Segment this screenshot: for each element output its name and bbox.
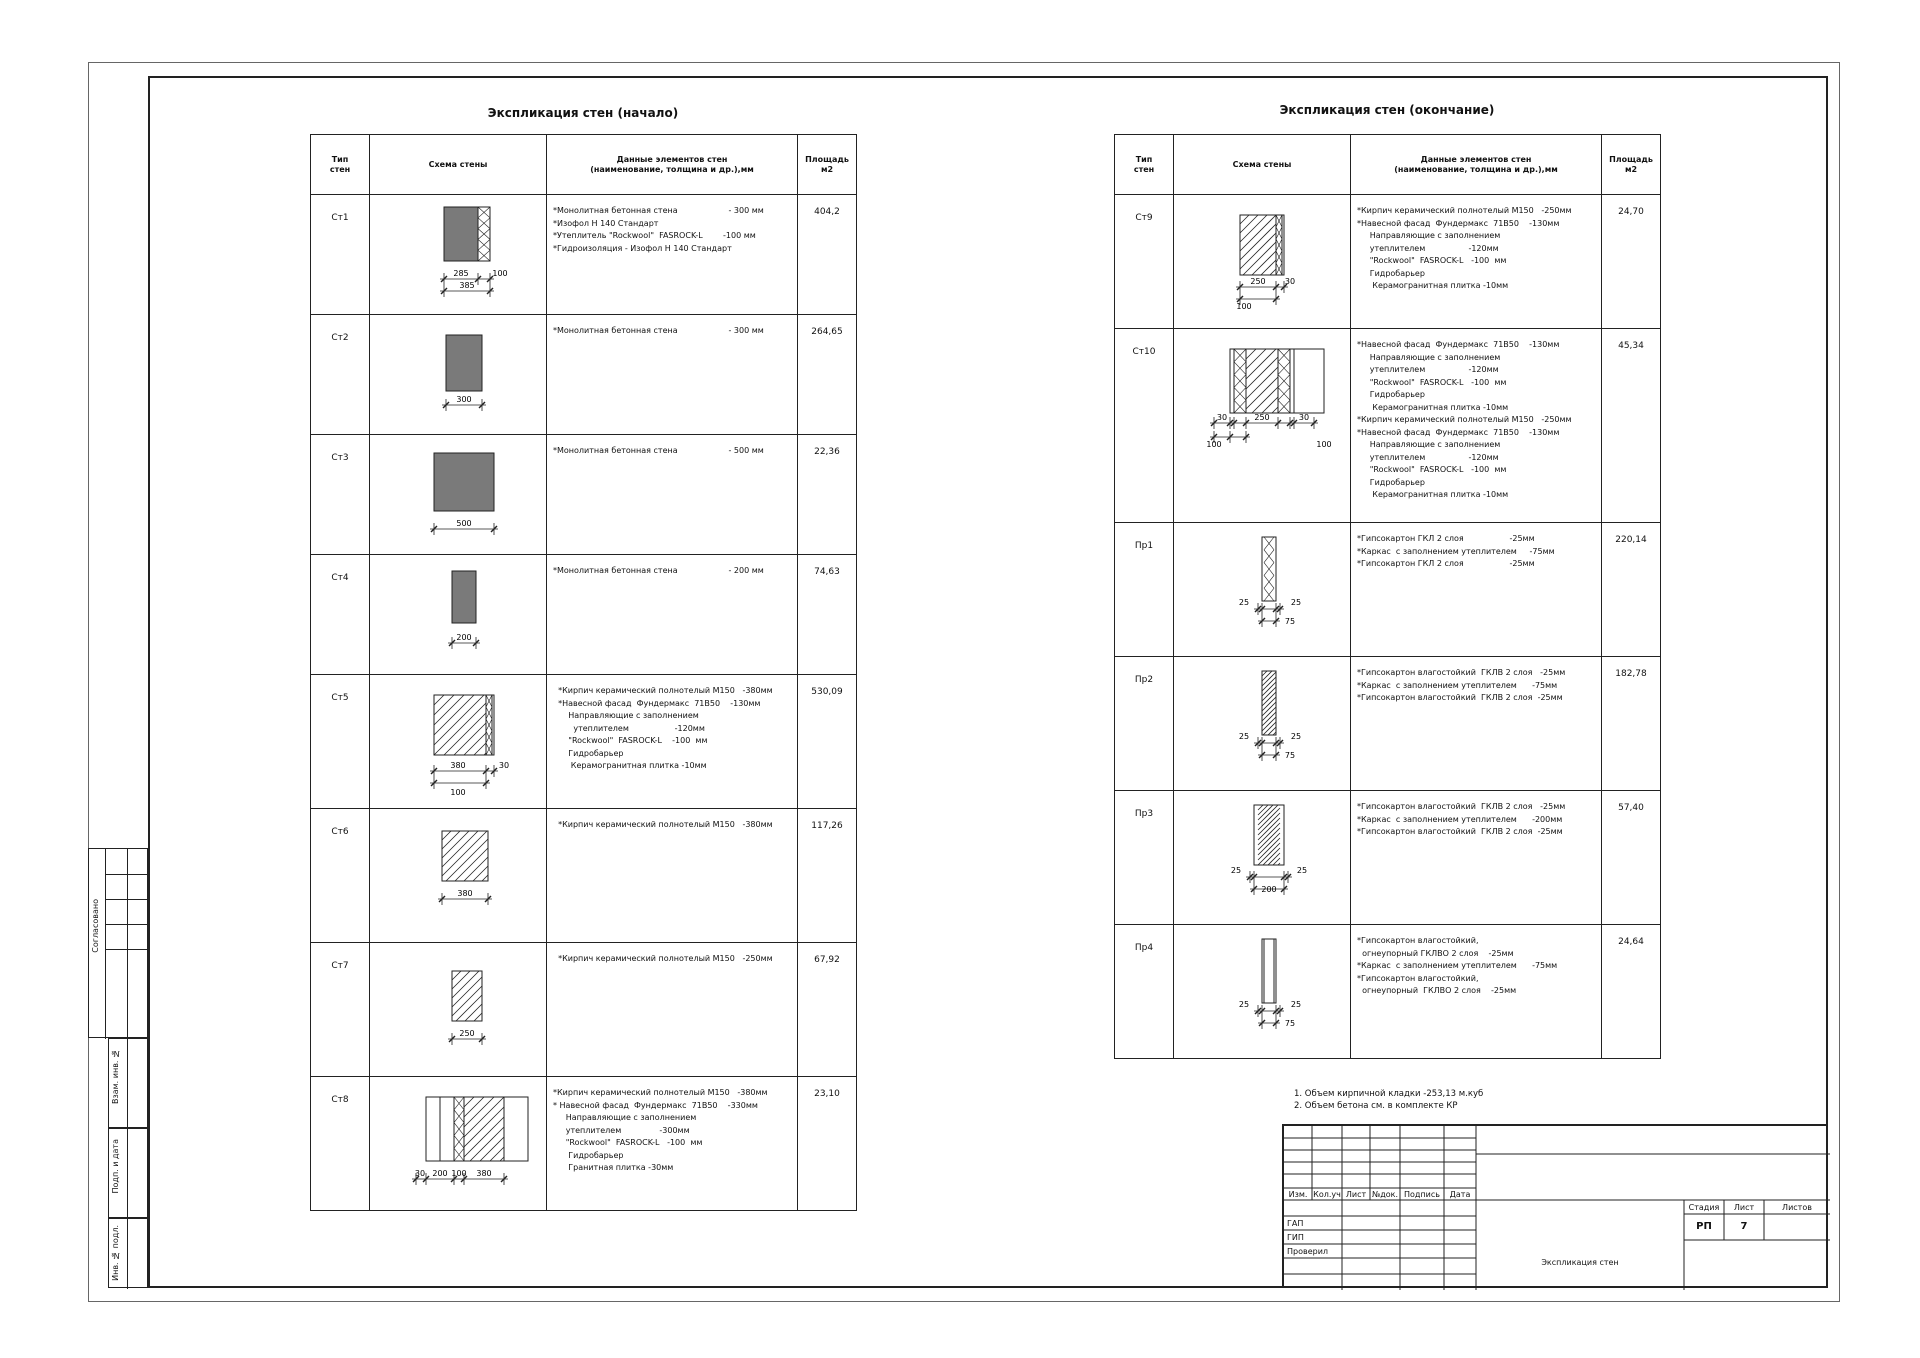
brick-hatch	[434, 695, 486, 755]
dimension-label: 100	[450, 788, 466, 797]
wall-type: Ст10	[1115, 329, 1174, 523]
wall-scheme	[370, 195, 547, 315]
dimension-label: 100	[1206, 440, 1222, 449]
wall-scheme	[370, 1077, 547, 1211]
wall-layers-description: *Монолитная бетонная стена - 300 мм *Изофол Н 140 Стандарт *Утеплитель "Rockwool" FASROCK-L -100 мм *Гидроизоляция - Изофол Н 140 Стандарт	[547, 195, 798, 315]
dimension-label: 500	[456, 519, 472, 528]
dimension-label: 200	[1261, 885, 1277, 894]
dimension-label: 25	[1296, 866, 1308, 875]
brick-hatch	[1262, 671, 1276, 735]
wall-layers-description: *Навесной фасад Фундермакс 71В50 -130мм Направляющие с заполнением утеплителем -120мм "Rockwool" FASROCK-L -100 мм Гидробарьер Керамогранитная плитка -10мм *Кирпич керамический полнотелый М150 -250мм *Навесной фасад Фундермакс 71В50 -130мм Направляющие с заполнением утеплителем -120мм "Rockwool" FASROCK-L -100 мм Гидробарьер Керамогранитная плитка -10мм	[1351, 329, 1602, 523]
sheet-label: Лист	[1733, 1203, 1755, 1212]
table-row	[1115, 657, 1661, 791]
wall-scheme	[1174, 329, 1351, 523]
dimension-label: 75	[1284, 1019, 1296, 1028]
sheet-value: 7	[1740, 1221, 1748, 1232]
concrete-layer	[434, 453, 494, 511]
dimension-line	[1250, 883, 1288, 895]
wall-layer	[452, 971, 482, 1021]
wall-type: Ст2	[311, 315, 370, 435]
wall-layer	[1230, 349, 1234, 413]
wall-area: 24,70	[1602, 195, 1661, 329]
dimension-label: 25	[1238, 598, 1250, 607]
wall-layers-description: *Кирпич керамический полнотелый М150 -250мм *Навесной фасад Фундермакс 71В50 -130мм Направляющие с заполнением утеплителем -120мм "Rockwool" FASROCK-L -100 мм Гидробарьер Керамогранитная плитка -10мм	[1351, 195, 1602, 329]
table-row	[311, 555, 857, 675]
wall-type: Пр3	[1115, 791, 1174, 925]
insulation-hatch	[454, 1097, 464, 1161]
wall-type: Ст7	[311, 943, 370, 1077]
notes	[1294, 1088, 1483, 1112]
title-block-role: ГИП	[1287, 1233, 1304, 1242]
dimension-label: 25	[1290, 732, 1302, 741]
dimension-line	[1231, 866, 1307, 883]
wall-scheme	[1174, 791, 1351, 925]
brick-hatch	[452, 971, 482, 1021]
wall-type: Пр2	[1115, 657, 1174, 791]
dimension-line	[1258, 615, 1295, 627]
table-row	[1115, 329, 1661, 523]
wall-area: 22,36	[798, 435, 857, 555]
dimension-label: 385	[459, 281, 475, 290]
dimension-line	[430, 519, 498, 535]
dimension-line	[448, 633, 480, 649]
dimension-label: 25	[1290, 1000, 1302, 1009]
left-table-title: Экспликация стен (начало)	[487, 106, 679, 120]
table-row	[311, 1077, 857, 1211]
wall-section-drawing	[370, 675, 547, 807]
wall-section-drawing	[370, 195, 547, 313]
wall-area: 264,65	[798, 315, 857, 435]
brick-hatch	[1240, 215, 1276, 275]
dimension-line	[430, 777, 490, 797]
wall-area: 67,92	[798, 943, 857, 1077]
wall-layers-description: *Гипсокартон ГКЛ 2 слоя -25мм *Каркас с заполнением утеплителем -75мм *Гипсокартон ГКЛ 2 слоя -25мм	[1351, 523, 1602, 657]
dimension-label: 380	[450, 761, 466, 770]
table-row	[311, 675, 857, 809]
wall-area: 530,09	[798, 675, 857, 809]
side-stamp-inv-orig: Инв. № подл.	[108, 1218, 148, 1288]
wall-section-drawing	[370, 1077, 547, 1209]
title-block-col-header: Кол.уч	[1313, 1190, 1341, 1199]
wall-scheme	[370, 943, 547, 1077]
dimension-label: 200	[456, 633, 472, 642]
wall-scheme	[1174, 195, 1351, 329]
wall-layers-description: *Гипсокартон влагостойкий ГКЛВ 2 слоя -25мм *Каркас с заполнением утеплителем -200мм *Гипсокартон влагостойкий ГКЛВ 2 слоя -25мм	[1351, 791, 1602, 925]
dimension-label: 25	[1238, 732, 1250, 741]
wall-layer	[1282, 215, 1284, 275]
wall-scheme	[1174, 657, 1351, 791]
dimension-line	[1236, 277, 1295, 293]
header-area: Площадь м2	[1602, 135, 1661, 195]
dimension-label: 100	[1236, 302, 1252, 311]
wall-area: 117,26	[798, 809, 857, 943]
dimension-label: 100	[492, 269, 508, 278]
wall-area: 74,63	[798, 555, 857, 675]
title-block	[1282, 1124, 1828, 1288]
header-type: Тип стен	[1115, 135, 1174, 195]
wall-section-drawing	[1174, 329, 1351, 521]
dimension-label: 30	[414, 1169, 426, 1178]
dimension-label: 25	[1290, 598, 1302, 607]
title-block-col-header: Подпись	[1404, 1190, 1440, 1199]
wall-scheme	[370, 315, 547, 435]
wall-area: 220,14	[1602, 523, 1661, 657]
side-stamp	[88, 848, 148, 1288]
dimension-line	[1236, 293, 1280, 311]
dimension-label: 30	[1216, 413, 1228, 422]
wall-layer	[1262, 671, 1276, 735]
note-2: 2. Объем бетона см. в комплекте КР	[1294, 1101, 1458, 1111]
table-row	[311, 315, 857, 435]
stage-label: Стадия	[1688, 1203, 1720, 1212]
table-row	[311, 435, 857, 555]
side-stamp-agreed-block	[88, 848, 148, 1038]
wall-type: Ст9	[1115, 195, 1174, 329]
wall-type: Ст4	[311, 555, 370, 675]
wall-section-drawing	[1174, 523, 1351, 655]
wall-layers-description: *Гипсокартон влагостойкий, огнеупорный ГКЛВО 2 слоя -25мм *Каркас с заполнением утеплителем -75мм *Гипсокартон влагостойкий, огнеупорный ГКЛВО 2 слоя -25мм	[1351, 925, 1602, 1059]
dimension-label: 250	[459, 1029, 475, 1038]
insulation-hatch	[1278, 349, 1290, 413]
wall-layers-description: *Гипсокартон влагостойкий ГКЛВ 2 слоя -25мм *Каркас с заполнением утеплителем -75мм *Гипсокартон влагостойкий ГКЛВ 2 слоя -25мм	[1351, 657, 1602, 791]
wall-type: Пр4	[1115, 925, 1174, 1059]
title-block-role: ГАП	[1287, 1219, 1304, 1228]
wall-type: Пр1	[1115, 523, 1174, 657]
insulation-hatch	[1234, 349, 1246, 413]
table-row	[311, 809, 857, 943]
sheets-label: Листов	[1782, 1203, 1812, 1212]
wall-scheme	[1174, 523, 1351, 657]
wall-area: 182,78	[1602, 657, 1661, 791]
title-block-role: Проверил	[1287, 1247, 1329, 1256]
table-row	[311, 195, 857, 315]
table-row	[1115, 523, 1661, 657]
dimension-line	[1258, 1017, 1295, 1029]
dimension-label: 75	[1284, 751, 1296, 760]
dimension-line	[430, 761, 509, 777]
wall-section-drawing	[1174, 657, 1351, 789]
dimension-line	[1258, 749, 1295, 761]
concrete-layer	[452, 571, 476, 623]
header-scheme: Схема стены	[370, 135, 547, 195]
dimension-line	[1206, 431, 1331, 449]
dimension-label: 100	[1316, 440, 1332, 449]
right-table-title: Экспликация стен (окончание)	[1279, 103, 1495, 117]
title-block-col-header: №док.	[1371, 1190, 1399, 1199]
title-block-col-header: Изм.	[1288, 1190, 1308, 1199]
title-block-col-header: Дата	[1449, 1190, 1471, 1199]
wall-scheme	[370, 675, 547, 809]
right-wall-table	[1114, 134, 1661, 1059]
dimension-label: 250	[1254, 413, 1270, 422]
dimension-label: 250	[1250, 277, 1266, 286]
wall-area: 23,10	[798, 1077, 857, 1211]
brick-hatch	[1258, 805, 1280, 865]
wall-layers-description: *Кирпич керамический полнотелый М150 -380мм *Навесной фасад Фундермакс 71В50 -130мм Направляющие с заполнением утеплителем -120мм "Rockwool" FASROCK-L -100 мм Гидробарьер Керамогранитная плитка -10мм	[547, 675, 798, 809]
wall-scheme	[370, 809, 547, 943]
wall-section-drawing	[1174, 791, 1351, 923]
stage-value: РП	[1696, 1221, 1712, 1232]
dimension-label: 25	[1238, 1000, 1250, 1009]
dimension-label: 200	[432, 1169, 448, 1178]
wall-layers-description: *Кирпич керамический полнотелый М150 -250мм	[547, 943, 798, 1077]
side-stamp-agreed: Согласовано	[91, 899, 100, 953]
dimension-line	[448, 1029, 486, 1045]
dimension-label: 30	[498, 761, 510, 770]
wall-section-drawing	[370, 315, 547, 433]
side-stamp-inv-replace: Взам. инв. №	[108, 1038, 148, 1128]
insulation-hatch	[1276, 215, 1282, 275]
dimension-line	[438, 889, 492, 905]
dimension-line	[442, 395, 486, 411]
header-area: Площадь м2	[798, 135, 857, 195]
dimension-label: 75	[1284, 617, 1296, 626]
table-row	[311, 943, 857, 1077]
wall-section-drawing	[370, 809, 547, 941]
wall-scheme	[370, 555, 547, 675]
table-row	[1115, 195, 1661, 329]
wall-area: 404,2	[798, 195, 857, 315]
dimension-label: 300	[456, 395, 472, 404]
wall-layer	[426, 1097, 528, 1161]
wall-type: Ст3	[311, 435, 370, 555]
wall-layer	[426, 1097, 440, 1161]
wall-type: Ст6	[311, 809, 370, 943]
concrete-layer	[446, 335, 482, 391]
brick-hatch	[1246, 349, 1278, 413]
wall-type: Ст8	[311, 1077, 370, 1211]
dimension-line	[412, 1169, 508, 1185]
wall-layer	[492, 695, 494, 755]
wall-layers-description: *Монолитная бетонная стена - 200 мм	[547, 555, 798, 675]
wall-type: Ст5	[311, 675, 370, 809]
dimension-line	[1210, 413, 1318, 429]
dimension-label: 285	[453, 269, 469, 278]
wall-section-drawing	[370, 555, 547, 673]
sheet-name: Экспликация стен	[1541, 1258, 1619, 1267]
header-data: Данные элементов стен (наименование, толщина и др.),мм	[547, 135, 798, 195]
header-scheme: Схема стены	[1174, 135, 1351, 195]
wall-layers-description: *Кирпич керамический полнотелый М150 -380мм * Навесной фасад Фундермакс 71В50 -330мм Направляющие с заполнением утеплителем -300мм "Rockwool" FASROCK-L -100 мм Гидробарьер Гранитная плитка -30мм	[547, 1077, 798, 1211]
wall-section-drawing	[1174, 925, 1351, 1057]
wall-area: 57,40	[1602, 791, 1661, 925]
header-data: Данные элементов стен (наименование, толщина и др.),мм	[1351, 135, 1602, 195]
dimension-line	[440, 281, 494, 297]
wall-layers-description: *Монолитная бетонная стена - 300 мм	[547, 315, 798, 435]
insulation-hatch	[486, 695, 492, 755]
title-block-col-header: Лист	[1345, 1190, 1367, 1199]
side-stamp-sign-date: Подп. и дата	[108, 1128, 148, 1218]
wall-layer	[1230, 349, 1324, 413]
wall-layers-description: *Монолитная бетонная стена - 500 мм	[547, 435, 798, 555]
concrete-layer	[444, 207, 478, 261]
wall-section-drawing	[370, 435, 547, 553]
wall-layer	[442, 831, 488, 881]
wall-area: 24,64	[1602, 925, 1661, 1059]
note-1: 1. Объем кирпичной кладки -253,13 м.куб	[1294, 1089, 1484, 1099]
dimension-label: 25	[1230, 866, 1242, 875]
wall-area: 45,34	[1602, 329, 1661, 523]
wall-layers-description: *Кирпич керамический полнотелый М150 -380мм	[547, 809, 798, 943]
dimension-label: 100	[451, 1169, 467, 1178]
dimension-label: 30	[1284, 277, 1296, 286]
insulation-hatch	[478, 207, 490, 261]
wall-section-drawing	[1174, 195, 1351, 327]
brick-hatch	[464, 1097, 504, 1161]
dimension-label: 380	[457, 889, 473, 898]
wall-section-drawing	[370, 943, 547, 1075]
wall-layer	[434, 695, 486, 755]
wall-scheme	[1174, 925, 1351, 1059]
wall-layer	[1290, 349, 1294, 413]
insulation-hatch	[1264, 537, 1274, 601]
table-row	[1115, 925, 1661, 1059]
left-wall-table	[310, 134, 857, 1211]
wall-layer	[1264, 939, 1274, 1003]
wall-type: Ст1	[311, 195, 370, 315]
brick-hatch	[442, 831, 488, 881]
dimension-label: 380	[476, 1169, 492, 1178]
header-type: Тип стен	[311, 135, 370, 195]
dimension-label: 30	[1298, 413, 1310, 422]
wall-scheme	[370, 435, 547, 555]
table-row	[1115, 791, 1661, 925]
